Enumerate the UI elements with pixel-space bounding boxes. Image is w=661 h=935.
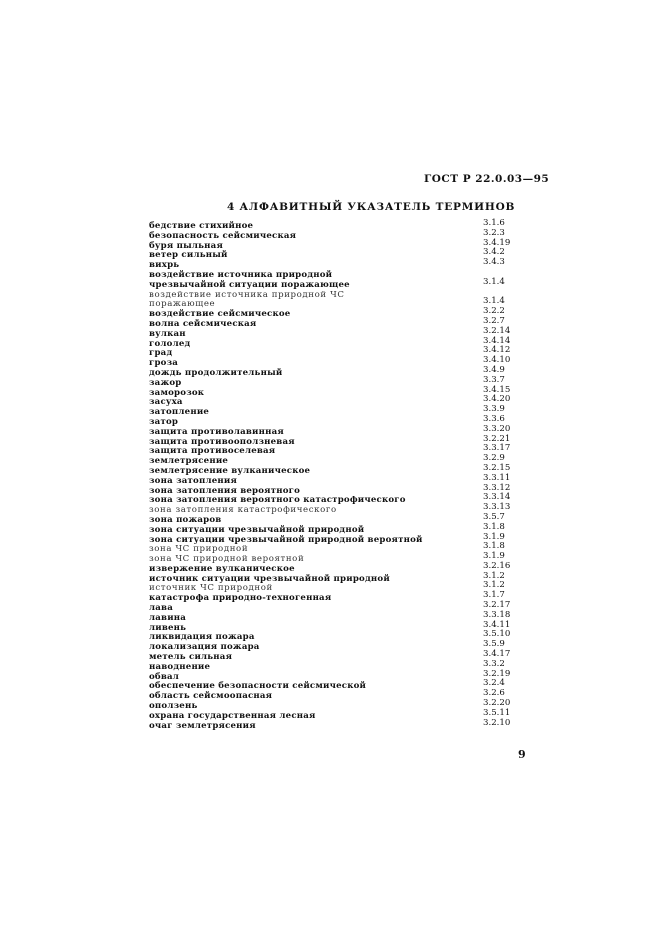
entry-term: зажор xyxy=(149,377,182,388)
entry-term: зона затопления вероятного катастрофического xyxy=(149,495,406,506)
entry-term: наводнение xyxy=(149,661,211,672)
index-entry xyxy=(149,688,509,702)
entry-section-number: 3.2.20 xyxy=(483,698,511,709)
entry-section-number: 3.5.11 xyxy=(483,707,511,718)
page-title: 4 АЛФАВИТНЫЙ УКАЗАТЕЛЬ ТЕРМИНОВ xyxy=(227,201,516,213)
entry-term: метель сильная xyxy=(149,652,233,663)
entry-section-number: 3.3.17 xyxy=(483,443,511,454)
entry-section-number: 3.4.10 xyxy=(483,355,511,366)
entry-term: область сейсмоопасная xyxy=(149,691,273,702)
entry-section-number: 3.4.3 xyxy=(483,257,505,268)
entry-term: зона ситуации чрезвычайной природной xyxy=(149,524,365,535)
entry-term: зона затопления катастрофического xyxy=(149,505,337,516)
entry-section-number: 3.2.9 xyxy=(483,453,505,464)
entry-section-number: 3.4.15 xyxy=(483,384,511,395)
entry-term: лавина xyxy=(149,612,187,623)
index-entry xyxy=(149,658,509,673)
entry-section-number: 3.3.2 xyxy=(483,658,505,669)
entry-section-number: 3.3.9 xyxy=(483,404,505,415)
entry-section-number: 3.2.10 xyxy=(483,717,511,728)
entry-section-number: 3.4.14 xyxy=(483,335,511,346)
entry-term: град xyxy=(149,348,173,359)
entry-term: землетрясение xyxy=(149,456,229,467)
index-entry xyxy=(149,335,511,350)
entry-term: зона ЧС природной xyxy=(149,544,249,555)
entry-section-number: 3.1.4 xyxy=(483,296,505,307)
entry-term: источник ЧС природной xyxy=(149,583,273,594)
entry-section-number: 3.2.6 xyxy=(483,688,505,699)
entry-section-number: 3.2.16 xyxy=(483,560,511,571)
entry-section-number: 3.4.11 xyxy=(483,619,511,630)
entry-term: лава xyxy=(149,603,173,614)
entry-term: защита противолавинная xyxy=(149,426,284,437)
entry-term: воздействие источника природной ЧС xyxy=(149,289,345,300)
index-entry xyxy=(149,717,511,732)
entry-term: воздействие сейсмическое xyxy=(149,309,291,320)
entry-term: ликвидация пожара xyxy=(149,632,255,643)
entry-term: буря пыльная xyxy=(149,240,223,251)
entry-term: ветер сильный xyxy=(149,250,228,261)
entry-term: чрезвычайной ситуации поражающее xyxy=(149,279,350,290)
entry-term: ливень xyxy=(149,622,187,633)
entry-section-number: 3.2.14 xyxy=(483,325,511,336)
entry-term: охрана государственная лесная xyxy=(149,710,316,721)
entry-section-number: 3.4.2 xyxy=(483,247,505,258)
entry-term: оползень xyxy=(149,701,198,712)
entry-section-number: 3.4.17 xyxy=(483,649,511,660)
entry-term: локализация пожара xyxy=(149,642,260,653)
entry-section-number: 3.4.19 xyxy=(483,237,511,248)
index-entry xyxy=(149,247,509,261)
entry-section-number: 3.1.2 xyxy=(483,580,505,591)
entry-term: защита противоселевая xyxy=(149,446,276,457)
entry-term: засуха xyxy=(149,397,183,408)
entry-section-number: 3.1.6 xyxy=(483,218,505,228)
entry-term: извержение вулканическое xyxy=(149,563,295,574)
entry-section-number: 3.1.2 xyxy=(483,570,505,581)
entry-section-number: 3.1.9 xyxy=(483,531,505,542)
entry-section-number: 3.3.11 xyxy=(483,472,511,483)
entry-section-number: 3.4.20 xyxy=(483,394,511,405)
entry-term: гроза xyxy=(149,358,179,369)
entry-term: вихрь xyxy=(149,260,180,271)
entry-section-number: 3.5.10 xyxy=(483,629,511,640)
index-entry xyxy=(149,325,511,340)
entry-section-number: 3.3.6 xyxy=(483,413,505,424)
entry-section-number: 3.4.9 xyxy=(483,364,505,375)
entry-section-number: 3.2.19 xyxy=(483,668,511,679)
entry-section-number: 3.2.4 xyxy=(483,678,505,689)
entry-term: катастрофа природно-техногенная xyxy=(149,593,332,604)
index-entry xyxy=(149,345,511,359)
entry-term: бедствие стихийное xyxy=(149,221,254,231)
entry-section-number: 3.1.9 xyxy=(483,551,505,562)
entry-term: защита противооползневая xyxy=(149,436,295,447)
entry-term: источник ситуации чрезвычайной природной xyxy=(149,573,390,584)
entry-section-number: 3.1.4 xyxy=(483,276,505,287)
entry-section-number: 3.3.18 xyxy=(483,609,511,620)
standard-header: ГОСТ Р 22.0.03—95 xyxy=(424,173,550,185)
entry-section-number: 3.5.7 xyxy=(483,511,505,522)
entry-section-number: 3.4.12 xyxy=(483,345,511,356)
entry-term: землетрясение вулканическое xyxy=(149,465,311,476)
entry-section-number: 3.3.13 xyxy=(483,502,511,513)
index-entry xyxy=(149,384,511,399)
page-number: 9 xyxy=(518,748,526,761)
entry-term: обвал xyxy=(149,671,180,682)
entry-section-number: 3.2.2 xyxy=(483,306,505,317)
entry-term: очаг землетрясения xyxy=(149,720,256,731)
entry-section-number: 3.2.21 xyxy=(483,433,511,444)
index-entry xyxy=(149,404,509,418)
entry-term: зона затопления вероятного xyxy=(149,485,301,496)
index-entry xyxy=(149,609,511,624)
entry-term: зона пожаров xyxy=(149,514,222,525)
entry-term: зона затопления xyxy=(149,475,238,486)
index-entry xyxy=(149,600,511,614)
entry-term: заморозок xyxy=(149,387,205,398)
entry-term: обеспечение безопасности сейсмической xyxy=(149,681,367,692)
entry-term: вулкан xyxy=(149,328,186,339)
entry-section-number: 3.3.14 xyxy=(483,492,511,503)
entry-section-number: 3.2.17 xyxy=(483,600,511,611)
entry-term: волна сейсмическая xyxy=(149,318,257,329)
entry-term: затор xyxy=(149,416,179,427)
entry-term: гололед xyxy=(149,338,191,349)
entry-term: поражающее xyxy=(149,299,216,310)
entry-section-number: 3.1.8 xyxy=(483,541,505,552)
index-entry xyxy=(149,315,509,330)
entry-section-number: 3.2.15 xyxy=(483,462,511,473)
entry-term: безопасность сейсмическая xyxy=(149,230,297,241)
index-entry xyxy=(149,590,509,604)
entry-section-number: 3.3.12 xyxy=(483,482,511,493)
entry-section-number: 3.1.7 xyxy=(483,590,505,601)
entry-term: зона ситуации чрезвычайной природной вероятной xyxy=(149,534,423,545)
entry-term: воздействие источника природной xyxy=(149,269,333,280)
index-entry xyxy=(149,364,509,379)
entry-term: дождь продолжительный xyxy=(149,367,283,378)
entry-section-number: 3.3.7 xyxy=(483,374,505,385)
entry-section-number: 3.2.3 xyxy=(483,227,505,238)
entry-term: зона ЧС природной вероятной xyxy=(149,554,305,565)
entry-term: затопление xyxy=(149,407,210,418)
entry-section-number: 3.5.9 xyxy=(483,639,505,650)
term-index-list xyxy=(149,218,511,731)
entry-section-number: 3.3.20 xyxy=(483,423,511,434)
entry-section-number: 3.2.7 xyxy=(483,315,505,326)
entry-section-number: 3.1.8 xyxy=(483,521,505,532)
